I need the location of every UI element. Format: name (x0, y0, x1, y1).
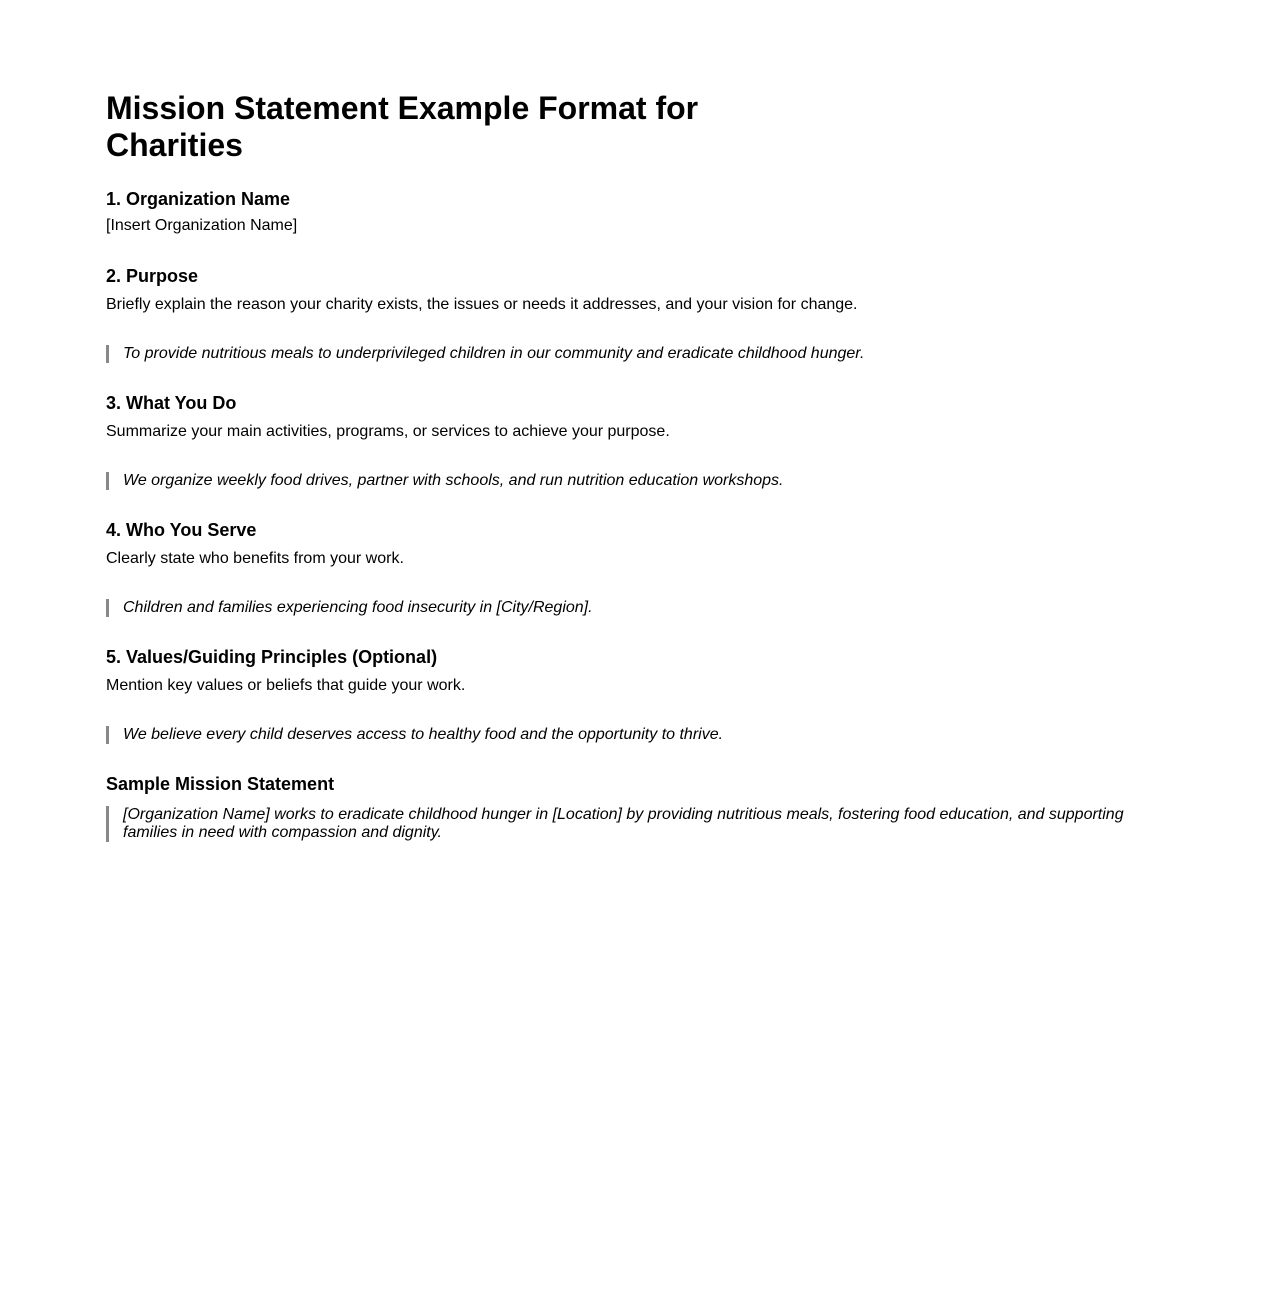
section-description: Mention key values or beliefs that guide your work. (106, 677, 466, 694)
section-who-you-serve (106, 519, 1146, 617)
section-description: Briefly explain the reason your charity exists, the issues or needs it addresses, and your vision for change. (106, 296, 858, 313)
example-quote: To provide nutritious meals to underprivileged children in our community and eradicate childhood hunger. (106, 345, 1146, 363)
example-quote: We believe every child deserves access to healthy food and the opportunity to thrive. (106, 726, 1146, 744)
section-description: Summarize your main activities, programs, or services to achieve your purpose. (106, 423, 670, 440)
sample-mission-quote: [Organization Name] works to eradicate childhood hunger in [Location] by providing nutritious meals, fostering food education, and supporting families in need with compassion and dignity. (106, 806, 1146, 842)
section-description: Clearly state who benefits from your work. (106, 550, 404, 567)
section-heading: 2. Purpose (106, 266, 199, 286)
section-description: [Insert Organization Name] (106, 217, 298, 234)
section-heading: 1. Organization Name (106, 189, 291, 209)
section-what-you-do (106, 392, 1146, 490)
section-purpose (106, 265, 1146, 363)
section-heading: Sample Mission Statement (106, 774, 335, 794)
section-organization-name (106, 188, 1146, 236)
section-heading: 4. Who You Serve (106, 520, 257, 540)
page-title: Mission Statement Example Format for Charities (106, 90, 699, 163)
section-heading: 5. Values/Guiding Principles (Optional) (106, 647, 438, 667)
section-values (106, 646, 1146, 744)
example-quote: We organize weekly food drives, partner with schools, and run nutrition education workshops. (106, 472, 1146, 490)
section-heading: 3. What You Do (106, 393, 237, 413)
example-quote: Children and families experiencing food insecurity in [City/Region]. (106, 599, 1146, 617)
section-sample-mission (106, 773, 1146, 842)
